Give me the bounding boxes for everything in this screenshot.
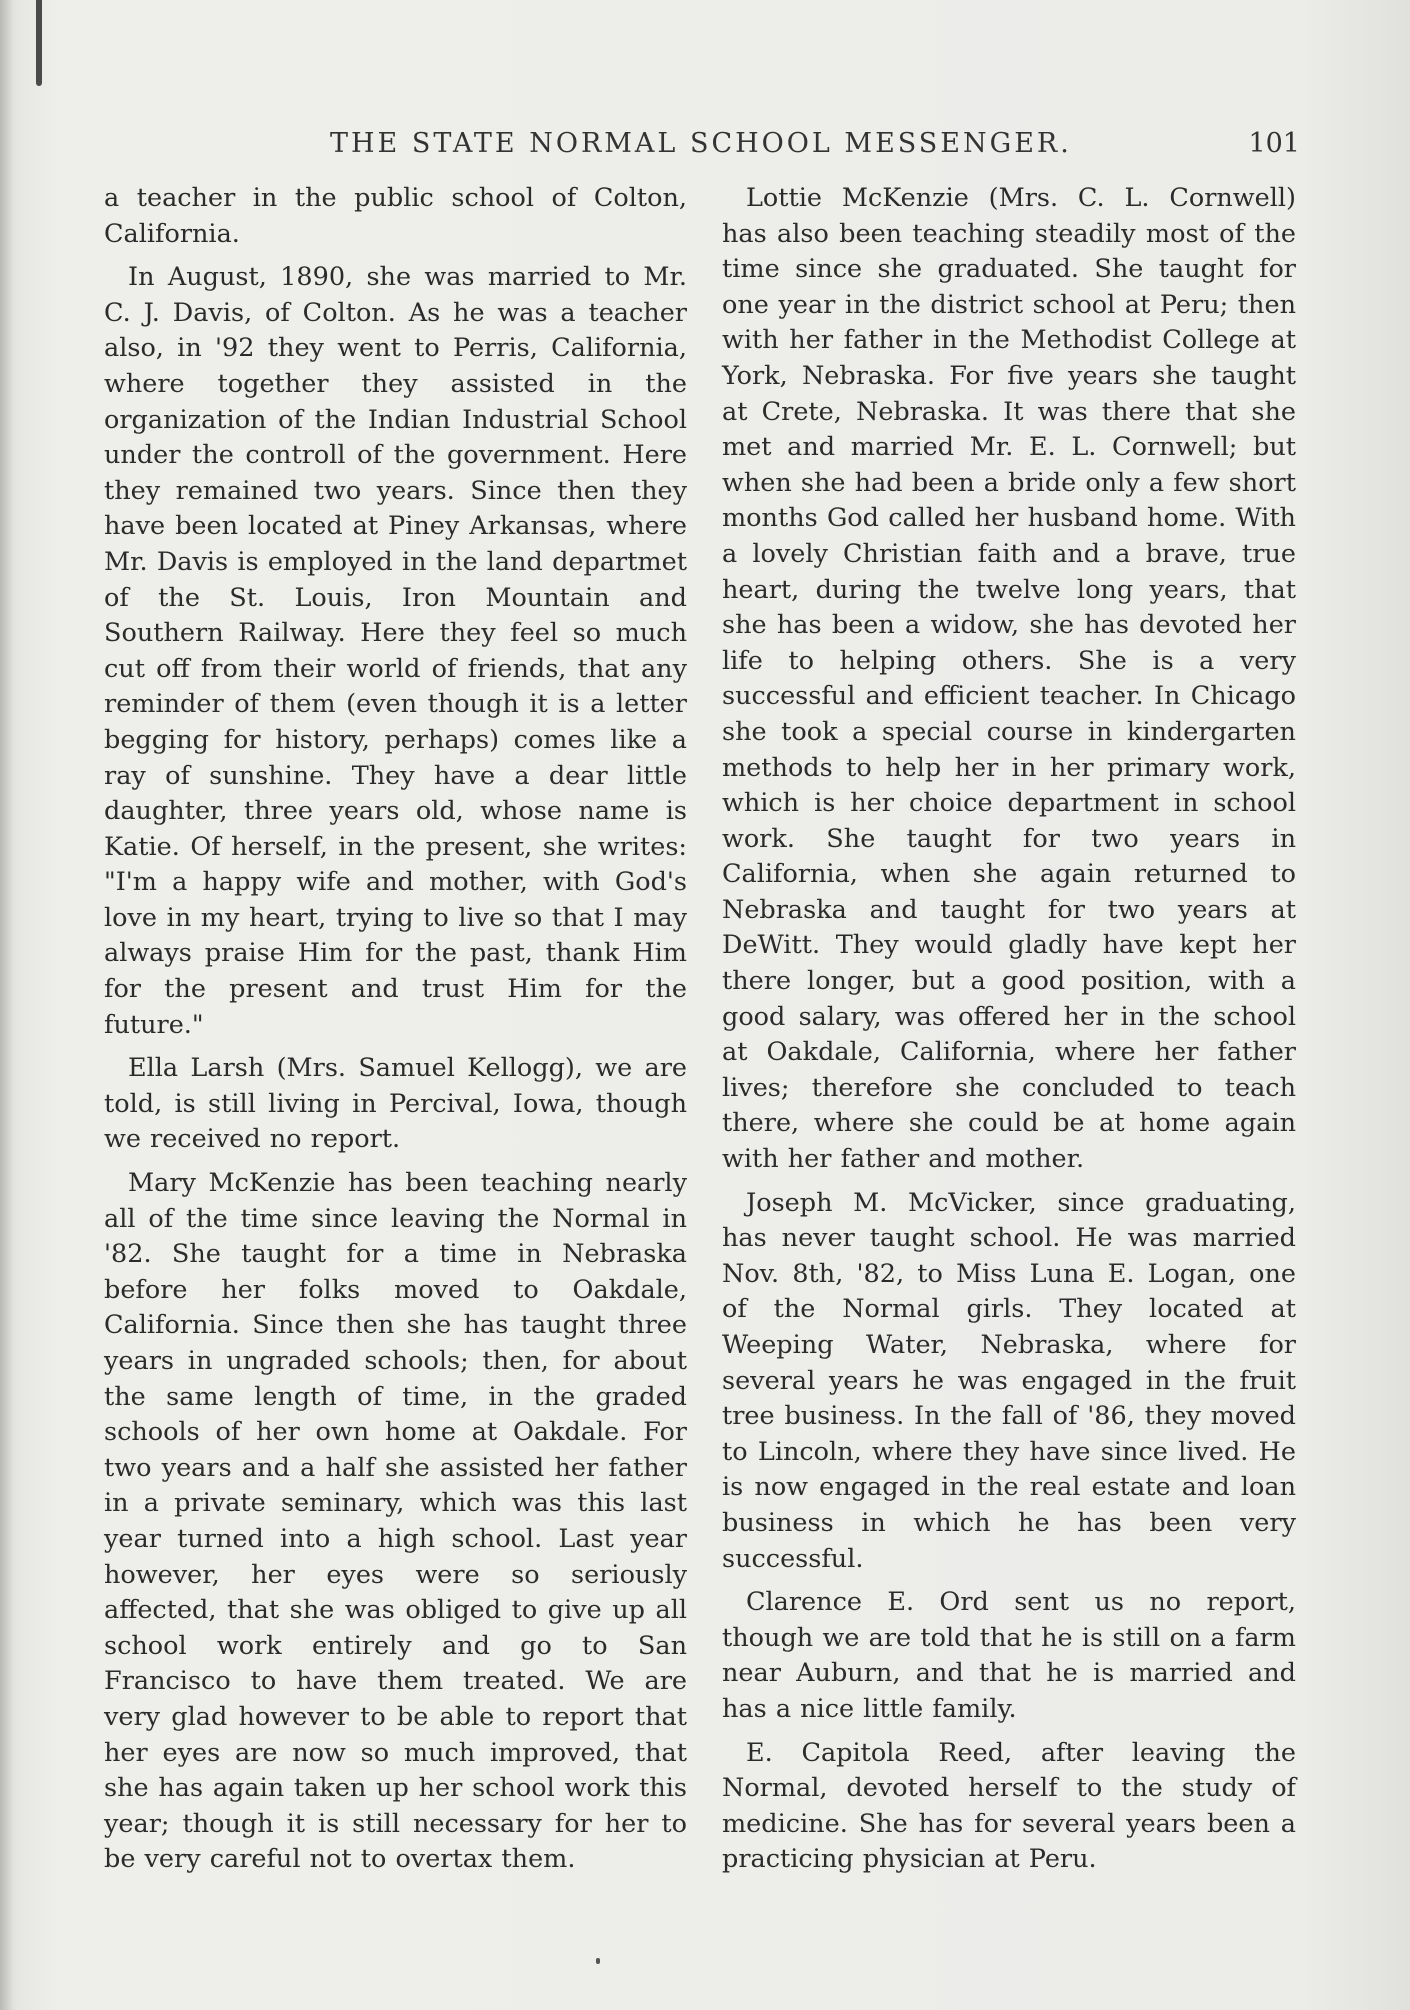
paragraph: Joseph M. McVicker, since graduating, has never taught school. He was married Nov. 8th, '82, to Miss Luna E. Logan, one of the Normal girls. They located at Weeping Water, Nebraska, where for several years he was engaged in the fruit tree business. In the fall of '86, they moved to Lincoln, where they have since lived. He is now engaged in the real estate and loan business in which he has been very successful. [722,1187,1296,1574]
publication-title: THE STATE NORMAL SCHOOL MESSENGER. [330,128,1072,159]
paragraph: In August, 1890, she was married to Mr. C. J. Davis, of Colton. As he was a teacher also, in '92 they went to Perris, California, where together they assisted in the organization of the Indian Industrial School under the controll of the government. Here they remained two years. Since then they have been located at Piney Arkansas, where Mr. Davis is employed in the land departmet of the St. Louis, Iron Mountain and Southern Railway. Here they feel so much cut off from their world of friends, that any reminder of them (even though it is a letter begging for history, perhaps) comes like a ray of sunshine. They have a dear little daughter, three years old, whose name is Katie. Of herself, in the present, she writes: "I'm a happy wife and mother, with God's love in my heart, trying to live so that I may always praise Him for the past, thank Him for the present and trust Him for the future." [104,262,687,1040]
binding-edge [0,0,12,2010]
binding-mark [36,0,42,86]
paragraph: a teacher in the public school of Colton, California. [104,183,687,249]
paragraph: Lottie McKenzie (Mrs. C. L. Cornwell) has also been teaching steadily most of the time since she graduated. She taught for one year in the district school at Peru; then with her father in the Methodist College at York, Nebraska. For five years she taught at Crete, Nebraska. It was there that she met and married Mr. E. L. Cornwell; but when she had been a bride only a few short months God called her husband home. With a lovely Christian faith and a brave, true heart, during the twelve long years, that she has been a widow, she has devoted her life to helping others. She is a very successful and efficient teacher. In Chicago she took a special course in kindergarten methods to help her in her primary work, which is her choice department in school work. She taught for two years in California, when she again returned to Nebraska and taught for two years at DeWitt. They would gladly have kept her there longer, but a good position, with a good salary, was offered her in the school at Oakdale, California, where her father lives; therefore she concluded to teach there, where she could be at home again with her father and mother. [722,183,1296,1175]
paragraph: E. Capitola Reed, after leaving the Normal, devoted herself to the study of medicine. She has for several years been a practicing physician at Peru. [722,1737,1296,1875]
page-number: 101 [1248,128,1300,159]
paragraph: Clarence E. Ord sent us no report, though we are told that he is still on a farm near Auburn, and that he is married and has a nice little family. [722,1587,1296,1724]
left-column [104,181,687,1886]
paragraph: Mary McKenzie has been teaching nearly all of the time since leaving the Normal in '82. She taught for a time in Nebraska before her folks moved to Oakdale, California. Since then she has taught three years in ungraded schools; then, for about the same length of time, in the graded schools of her own home at Oakdale. For two years and a half she assisted her father in a private seminary, which was this last year turned into a high school. Last year however, her eyes were so seriously affected, that she was obliged to give up all school work entirely and go to San Francisco to have them treated. We are very glad however to be able to report that her eyes are now so much improved, that she has again taken up her school work this year; though it is still necessary for her to be very careful not to overtax them. [104,1168,687,1875]
scan-speck [596,1958,600,1964]
running-header [330,128,1300,168]
paragraph: Ella Larsh (Mrs. Samuel Kellogg), we are told, is still living in Percival, Iowa, though we received no report. [104,1053,687,1155]
right-column [722,181,1296,1886]
